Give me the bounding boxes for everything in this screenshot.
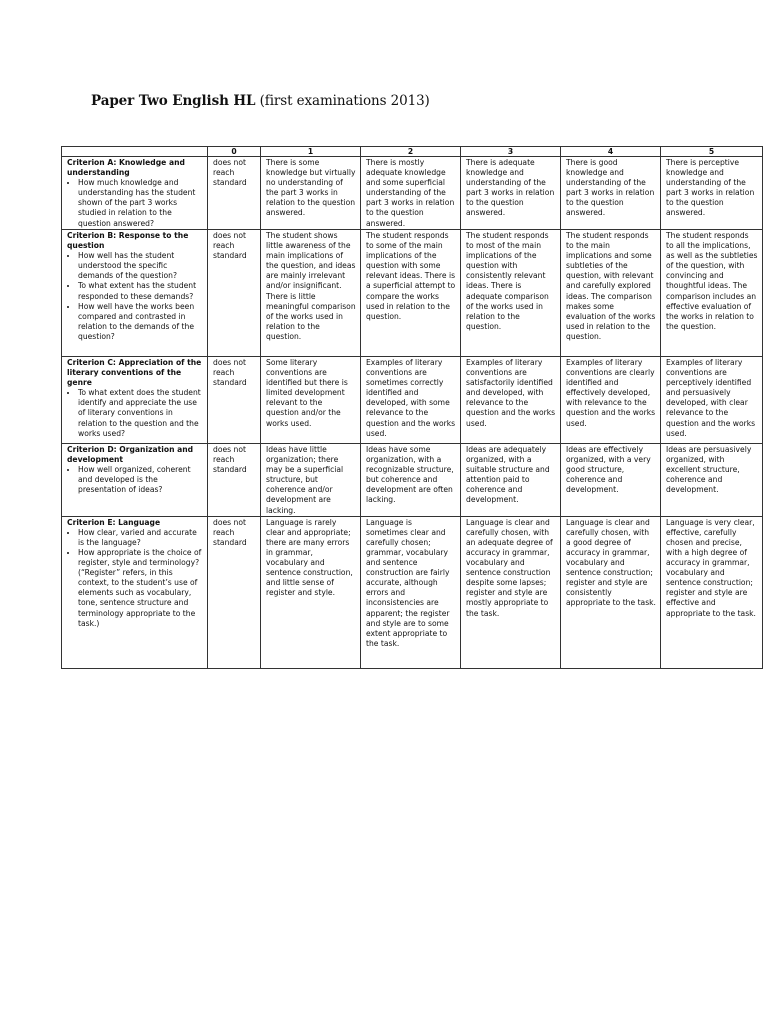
descriptor-cell: The student responds to some of the main implications of the question with some relevant ideas. There is a superficial attempt to compare the works used in relation to the question. [361,230,461,357]
criterion-title: Criterion C: Appreciation of the literary conventions of the genre [67,358,202,388]
question-item: • To what extent has the student responded to these demands? [78,281,203,301]
question-list [67,465,203,495]
descriptor-cell: There is good knowledge and understanding of the part 3 works in relation to the question answered. [561,157,661,230]
descriptor-cell: Examples of literary conventions are perceptively identified and persuasively developed, with clear relevance to the question and the works used. [661,357,763,444]
criterion-cell [62,357,208,444]
descriptor-cell: There is mostly adequate knowledge and some superficial understanding of the part 3 works in relation to the question answered. [361,157,461,230]
descriptor-cell: There is adequate knowledge and understanding of the part 3 works in relation to the question answered. [461,157,561,230]
descriptor-cell: Ideas are effectively organized, with a very good structure, coherence and development. [561,444,661,517]
header-row [62,147,763,157]
descriptor-cell: The student responds to most of the main implications of the question with consistently relevant ideas. There is adequate comparison of the works used in relation to the question. [461,230,561,357]
descriptor-cell: Ideas have little organization; there may be a superficial structure, but coherence and/or development are lacking. [261,444,361,517]
descriptor-cell: Ideas are persuasively organized, with excellent structure, coherence and development. [661,444,763,517]
header-cell-score-0: 0 [208,147,261,157]
page-title-bold: Paper Two English HL [91,93,256,109]
criterion-cell [62,444,208,517]
question-item: • How clear, varied and accurate is the language? [78,528,203,548]
criterion-cell [62,516,208,668]
header-cell-score-5: 5 [661,147,763,157]
descriptor-cell: There is some knowledge but virtually no understanding of the part 3 works in relation to the question answered. [261,157,361,230]
assessment-rubric-table [61,146,763,669]
criterion-title: Criterion E: Language [67,517,161,527]
descriptor-cell: The student responds to the main implications and some subtleties of the question, with relevant and carefully explored ideas. The comparison makes some evaluation of the works used in relation to the question. [561,230,661,357]
table-row [62,357,763,444]
question-item: • How appropriate is the choice of register, style and terminology? (“Register” refers, in this context, to the student’s use of elements such as vocabulary, tone, sentence structure and terminology appropriate to the task.) [78,548,203,629]
descriptor-cell: Language is sometimes clear and carefully chosen; grammar, vocabulary and sentence construction are fairly accurate, although errors and inconsistencies are apparent; the register and style are to some extent appropriate to the task. [361,516,461,668]
table-row [62,444,763,517]
descriptor-cell: Some literary conventions are identified but there is limited development relevant to the question and/or the works used. [261,357,361,444]
header-cell-score-4: 4 [561,147,661,157]
header-cell-score-2: 2 [361,147,461,157]
descriptor-cell: does not reach standard [208,230,261,357]
page-title-subtitle: (first examinations 2013) [255,93,430,109]
question-item: • How much knowledge and understanding has the student shown of the part 3 works studied in relation to the question answered? [78,178,203,228]
descriptor-cell: Language is clear and carefully chosen, with an adequate degree of accuracy in grammar, vocabulary and sentence construction despite some lapses; register and style are mostly appropriate to the task. [461,516,561,668]
question-list [67,251,203,342]
table-row [62,230,763,357]
question-list [67,178,203,228]
descriptor-cell: Language is clear and carefully chosen, with a good degree of accuracy in grammar, vocabulary and sentence construction; register and style are consistently appropriate to the task. [561,516,661,668]
descriptor-cell: The student shows little awareness of the main implications of the question, and ideas are mainly irrelevant and/or insignificant. There is little meaningful comparison of the works used in relation to the question. [261,230,361,357]
descriptor-cell: Ideas are adequately organized, with a suitable structure and attention paid to coherence and development. [461,444,561,517]
criterion-title: Criterion B: Response to the question [67,231,189,251]
descriptor-cell: does not reach standard [208,357,261,444]
question-item: • How well organized, coherent and developed is the presentation of ideas? [78,465,203,495]
descriptor-cell: The student responds to all the implications, as well as the subtleties of the question, with convincing and thoughtful ideas. The comparison includes an effective evaluation of the works in relation to the question. [661,230,763,357]
table-row [62,516,763,668]
question-list [67,528,203,629]
descriptor-cell: does not reach standard [208,516,261,668]
header-cell-score-1: 1 [261,147,361,157]
descriptor-cell: does not reach standard [208,157,261,230]
question-item: • How well have the works been compared and contrasted in relation to the demands of the question? [78,302,203,342]
descriptor-cell: Examples of literary conventions are clearly identified and effectively developed, with relevance to the question and the works used. [561,357,661,444]
criterion-title: Criterion A: Knowledge and understanding [67,158,185,178]
page-title [91,93,430,109]
header-cell-score-3: 3 [461,147,561,157]
criterion-title: Criterion D: Organization and development [67,445,194,465]
descriptor-cell: Ideas have some organization, with a recognizable structure, but coherence and development are often lacking. [361,444,461,517]
descriptor-cell: Examples of literary conventions are sometimes correctly identified and developed, with some relevance to the question and the works used. [361,357,461,444]
question-item: • How well has the student understood the specific demands of the question? [78,251,203,281]
header-cell-criterion [62,147,208,157]
table-row [62,157,763,230]
question-list [67,388,203,438]
descriptor-cell: Language is rarely clear and appropriate; there are many errors in grammar, vocabulary and sentence construction, and little sense of register and style. [261,516,361,668]
descriptor-cell: Examples of literary conventions are satisfactorily identified and developed, with relevance to the question and the works used. [461,357,561,444]
criterion-cell [62,230,208,357]
descriptor-cell: There is perceptive knowledge and understanding of the part 3 works in relation to the question answered. [661,157,763,230]
criterion-cell [62,157,208,230]
descriptor-cell: does not reach standard [208,444,261,517]
descriptor-cell: Language is very clear, effective, carefully chosen and precise, with a high degree of accuracy in grammar, vocabulary and sentence construction; register and style are effective and appropriate to the task. [661,516,763,668]
question-item: • To what extent does the student identify and appreciate the use of literary conventions in relation to the question and the works used? [78,388,203,438]
